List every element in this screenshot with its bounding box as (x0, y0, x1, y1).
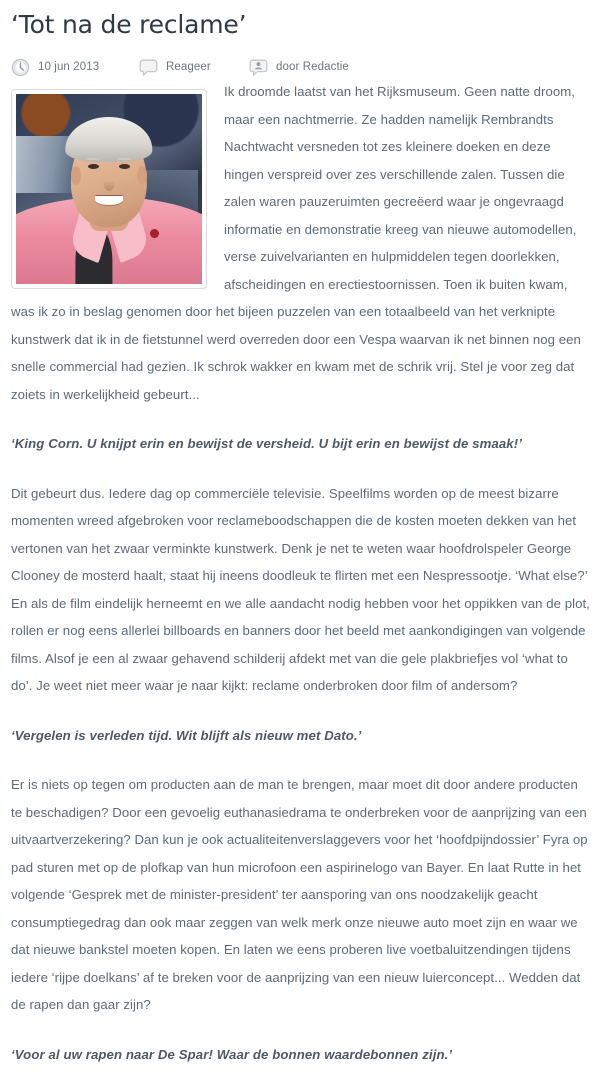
article-paragraph: Er is niets op tegen om producten aan de man te brengen, maar moet dit door andere producten te beschadigen? Door een gevoelig euthanasiedrama te onderbreken voor de aanprijzing van een uitvaartverzekering? Dan kun je ook actualiteitenverslaggevers voor het ‘hoofdpijndossier’ Fyra op pad sturen met op de plofkap van hun microfoon een aspirinelogo van Bayer. En laat Rutte in het volgende ‘Gesprek met de minister-president’ ter aansporing van ons noodzakelijk geacht consumptiegedrag dan ook maar zeggen van welk merk onze nieuwe auto moet zijn en waar we dat nieuwe bankstel moeten kopen. En laten we eens proberen live voetbaluitzendingen tijdens iedere ‘rijpe doelkans’ af te breken voor de aanprijzing van een nieuw luierconcept... Wedden dat de rapen dan gaar zijn? (11, 777, 588, 1012)
article-figure (11, 89, 207, 289)
meta-comments[interactable] (139, 56, 249, 78)
author-bubble-icon (249, 58, 268, 77)
meta-author (249, 56, 349, 78)
article-quote: ‘Voor al uw rapen naar De Spar! Waar de bonnen waardebonnen zijn.’ (11, 1046, 453, 1062)
meta-author-label: door Redactie (276, 61, 349, 73)
article-body (11, 78, 592, 1090)
article-paragraph: Ik droomde laatst van het Rijksmuseum. Geen natte droom, maar een nachtmerrie. Ze hadden namelijk Rembrandts Nachtwacht versneden tot zes kleinere doeken en deze hingen verspreid over zes verschillende zalen. Tussen die zalen waren pauzeruimten gecreëerd waar je ongevraagd informatie en demonstratie kreeg van nieuwe automodellen, verse zuivelvarianten en hulpmiddelen tegen doorlekken, afscheidingen en erectiestoornissen. Toen ik buiten kwam, was ik zo in beslag genomen door het bijeen puzzelen van een totaalbeeld van het verknipte kunstwerk dat ik in de fietstunnel werd overreden door een Vespa waarvan ik net binnen nog een snelle commercial had gezien. Ik schrok wakker en kwam met de schrik vrij. Stel je voor zeg dat zoiets in werkelijkheid gebeurt... (11, 84, 581, 402)
comment-bubble-icon (139, 58, 158, 77)
portrait-photo (16, 94, 202, 284)
article-meta (11, 56, 592, 78)
article-paragraph: Dit gebeurt dus. Iedere dag op commerciële televisie. Speelfilms worden op de meest bizarre momenten wreed afgebroken voor reclameboodschappen die de kosten moeten dekken van het vertonen van het zwaar verminkte kunstwerk. Denk je net te weten waar hoofdrolspeler George Clooney de mosterd haalt, staat hij ineens doodleuk te flirten met een Nespressootje. ‘What else?’ En als de film eindelijk herneemt en we alle aandacht nodig hebben voor het oppikken van de plot, rollen er nog eens allerlei billboards en banners door het beeld met aankondigingen van volgende films. Alsof je een al zwaar gehavend schilderij afdekt met van die gele plakbriefjes vol ‘what to do’. Je weet niet meer waar je naar kijkt: reclame onderbroken door film of andersom? (11, 485, 590, 693)
page-title: ‘Tot na de reclame’ (11, 10, 247, 39)
clock-icon (11, 58, 30, 77)
article-quote: ‘King Corn. U knijpt erin en bewijst de versheid. U bijt erin en bewijst de smaak!’ (11, 436, 522, 451)
meta-date-label: 10 jun 2013 (38, 61, 100, 73)
meta-date (11, 56, 139, 78)
article-quote: ‘Vergelen is verleden tijd. Wit blijft als nieuw met Dato.’ (11, 727, 362, 743)
meta-comments-label: Reageer (166, 61, 211, 73)
